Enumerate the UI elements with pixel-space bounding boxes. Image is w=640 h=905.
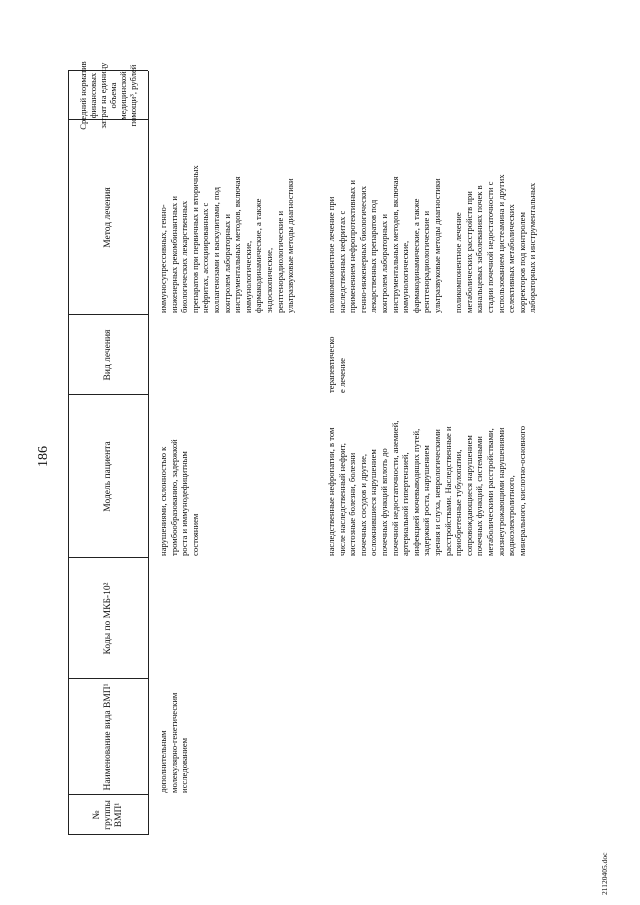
header-treatment-type: Вид лечения [102,329,113,381]
row1-vmp-name: дополнительным молекулярно-генетическим исследованием [158,692,190,793]
header-patient-model: Модель пациента [102,441,113,512]
page-number: 186 [36,446,51,467]
header-icd-codes: Коды по МКБ-10² [102,582,113,655]
header-norm-cost: Средний норматив финансовых затрат на единицу объема медицинской помощи³, рублей [78,61,138,130]
row2-patient-model: наследственные нефропатии, в том числе наследственный нефрит, кистозные болезни, болезни почечных сосудов и другие, осложнившиеся нарушением почечных функций вплоть до почечной недостаточности, анемией, артериальной гипертензией, инфекцией мочевыводящих путей, задержкой роста, нарушением зрения и слуха, неврологическими расстройствами. Наследственные и приобретенные тубулопатии, сопровождающиеся нарушением почечных функций, системными метаболическими расстройствами, жизнеугрожающими нарушениями водноэлектролитного, минерального, кислотно-основного [326,420,527,556]
header-bottom-border [148,71,149,835]
header-treatment-method: Метод лечения [102,187,113,248]
header-group-no: № группы ВМП¹ [91,800,124,830]
row2-treatment-method: поликомпонентное лечение при наследственных нефритах с применением нефропротективных и генно-инженерных биологических лекарственных препаратов под контролем лабораторных и инструментальных методов, включая иммунологические, фармакодинамические, а также рентгенорадиологические и ультразвуковые методы диагностики поликомпонентное лечение метаболических расстройств при канальцевых заболеваниях почек в стадии почечной недостаточности с использованием цистеамина и других селективных метаболических корректоров под контролем лабораторных и инструментальных [326,174,538,313]
header-vmp-name: Наименование вида ВМП¹ [102,683,113,791]
row2-treatment-type: терапевтическо е лечение [326,336,347,393]
row1-patient-model: нарушениями, склонностью к тромбообразованию, задержкой роста и иммунодефицитным состоянием [158,439,200,556]
footer-filename: 21120405.doc [600,852,609,895]
row1-treatment-method: иммуносупрессивных, генно- инженерных рекомбинантных и биологических лекарственных препаратов при первичных и вторичных нефритах, ассоциированных с коллагенозами и васкулитами, под контролем лабораторных и инструментальных методов, включая иммунологические, фармакодинамические, а также эндоскопические, рентгенорадиологические и ультразвуковые методы диагностики [158,165,296,313]
